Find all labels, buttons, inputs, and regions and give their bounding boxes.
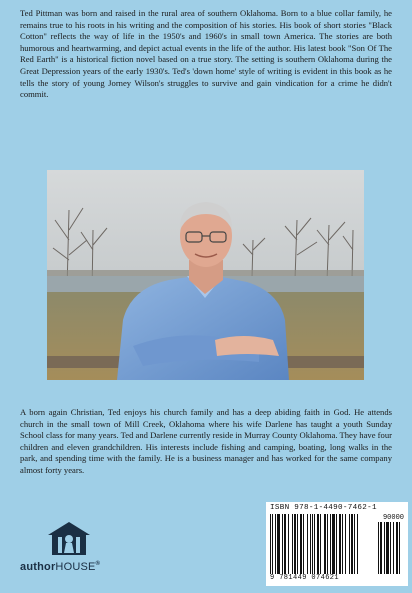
registered-mark: ®	[95, 561, 101, 567]
publisher-name	[20, 561, 120, 573]
author-bio-bottom: A born again Christian, Ted enjoys his church family and has a deep abiding faith in God. He attends church in the small town of Mill Creek, Oklahoma where his wife Darlene has taught a youth Sunday School class for many years. Ted and Darlene currently reside in Murray County Oklahoma. They have four children and eleven grandchildren. His interests include fishing and camping, boating, long walks in the park, and spending time with the family. He is a business manager and has worked for the same company almost forty years.	[20, 407, 392, 475]
publisher-name-thin: HOUSE	[55, 561, 96, 573]
ean-digits: 9 781449 074621	[270, 574, 340, 582]
addon-barcode-bars	[378, 522, 406, 574]
isbn-number: ISBN 978-1-4490-7462-1	[270, 504, 377, 512]
price-code: 90000	[382, 514, 404, 522]
publisher-name-bold: author	[20, 561, 56, 573]
authorhouse-house-icon	[44, 519, 94, 557]
publisher-logo	[20, 519, 120, 579]
author-photo	[47, 170, 364, 380]
isbn-barcode	[266, 502, 408, 586]
ean-barcode-bars	[270, 514, 374, 574]
author-bio-top: Ted Pittman was born and raised in the rural area of southern Oklahoma. Born to a blue collar family, he remains true to his roots in his writing and the composition of his stories. His book of short stories "Black Cotton" reflects the way of life in the 1950's and 1960's in small town America. The stories are both humorous and heartwarming, and depict actual events in the life of the author. His latest book "Son Of The Red Earth" is a historical fiction novel based on a true story. The setting is southern Oklahoma during the Great Depression years of the early 1930's. Ted's 'down home' style of writing is evident in this book as he tells the story of young Jorney Wilson's struggles to survive and gain vindication for a crime he didn't commit.	[20, 8, 392, 100]
